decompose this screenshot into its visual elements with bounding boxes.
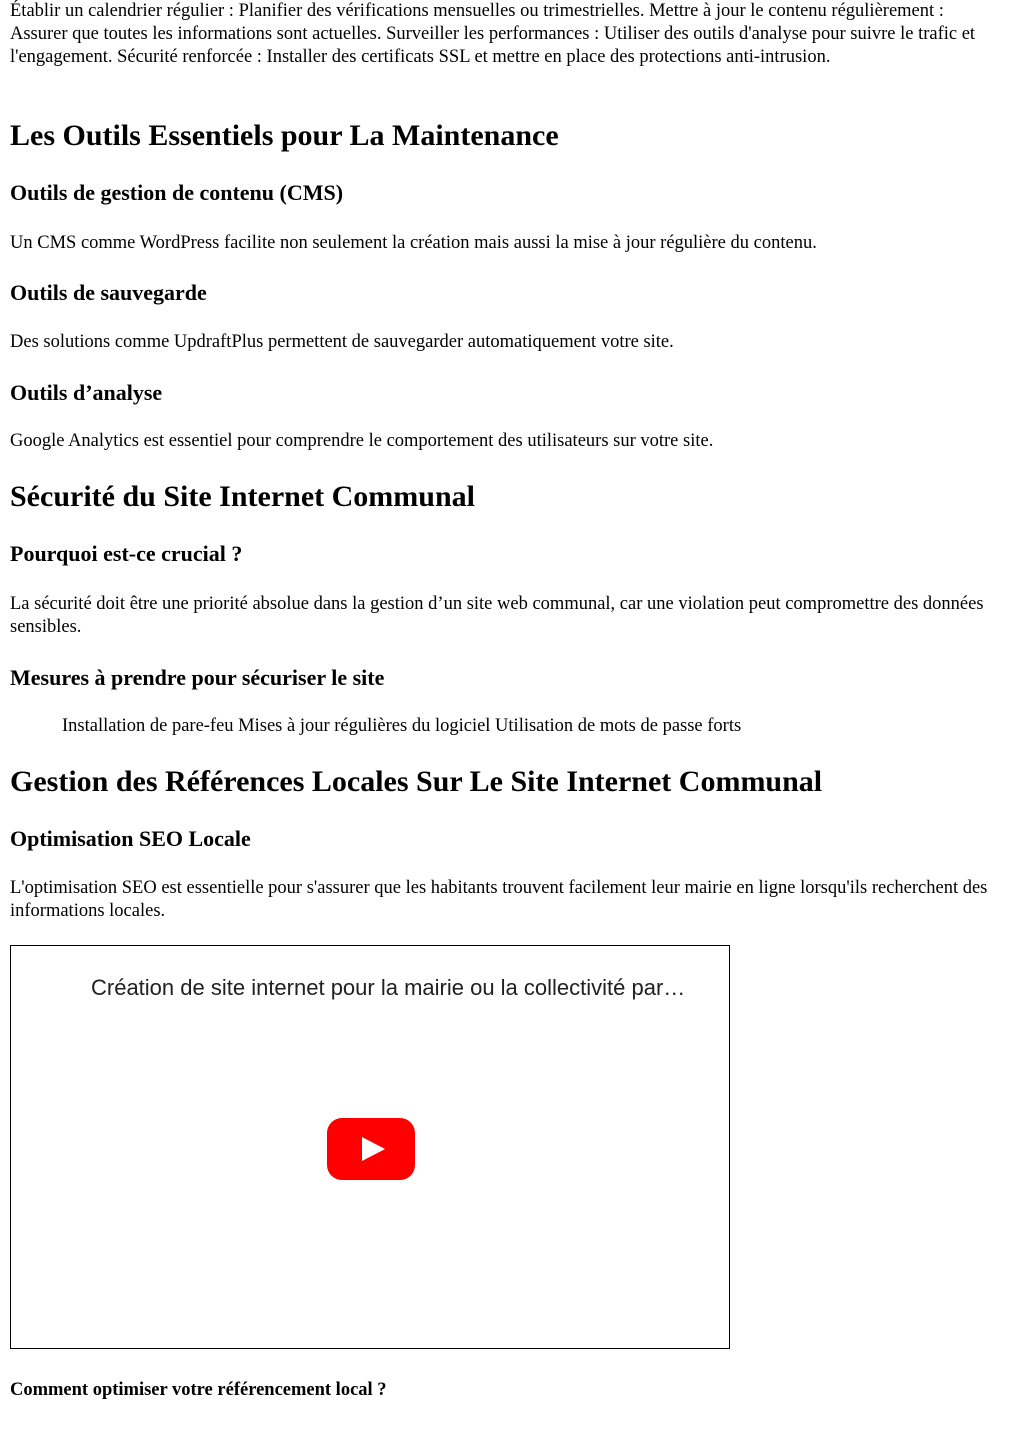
youtube-video-embed[interactable] — [10, 945, 730, 1349]
subheading-backup: Outils de sauvegarde — [10, 280, 207, 305]
subheading-security-measures: Mesures à prendre pour sécuriser le site — [10, 665, 385, 690]
youtube-play-icon — [327, 1118, 415, 1180]
video-play-button[interactable] — [327, 1118, 415, 1180]
paragraph-why-crucial: La sécurité doit être une priorité absolue dans la gestion d’un site web communal, car une violation peut compromettre des données sensibles. — [10, 594, 984, 637]
paragraph-cms: Un CMS comme WordPress facilite non seulement la création mais aussi la mise à jour régulière du contenu. — [10, 233, 817, 253]
security-measures-list: Installation de pare-feu Mises à jour régulières du logiciel Utilisation de mots de passe forts — [62, 716, 742, 736]
subheading-cms: Outils de gestion de contenu (CMS) — [10, 180, 344, 205]
paragraph-local-seo: L'optimisation SEO est essentielle pour s'assurer que les habitants trouvent facilement leur mairie en ligne lorsqu'ils recherchent des informations locales. — [10, 878, 988, 921]
section-heading-security: Sécurité du Site Internet Communal — [10, 480, 475, 513]
video-title[interactable]: Création de site internet pour la mairie ou la collectivité par… — [91, 975, 686, 1000]
section-heading-local-references: Gestion des Références Locales Sur Le Site Internet Communal — [10, 765, 823, 798]
subheading-why-crucial: Pourquoi est-ce crucial ? — [10, 541, 243, 566]
intro-paragraph: Établir un calendrier régulier : Planifier des vérifications mensuelles ou trimestrielles. Mettre à jour le contenu régulièrement : Assurer que toutes les informations sont actuelles. Surveiller les performances : Utiliser des outils d'analyse pour suivre le trafic et l'engagement. Sécurité renforcée : Installer des certificats SSL et mettre en place des protections anti-intrusion. — [10, 1, 976, 67]
section-heading-tools: Les Outils Essentiels pour La Maintenance — [10, 119, 559, 152]
paragraph-backup: Des solutions comme UpdraftPlus permettent de sauvegarder automatiquement votre site. — [10, 332, 674, 352]
paragraph-analysis: Google Analytics est essentiel pour comprendre le comportement des utilisateurs sur votre site. — [10, 431, 714, 451]
subheading-local-seo: Optimisation SEO Locale — [10, 826, 251, 851]
subheading-analysis: Outils d’analyse — [10, 380, 163, 405]
subheading-optimize-local-seo: Comment optimiser votre référencement local ? — [10, 1380, 387, 1400]
